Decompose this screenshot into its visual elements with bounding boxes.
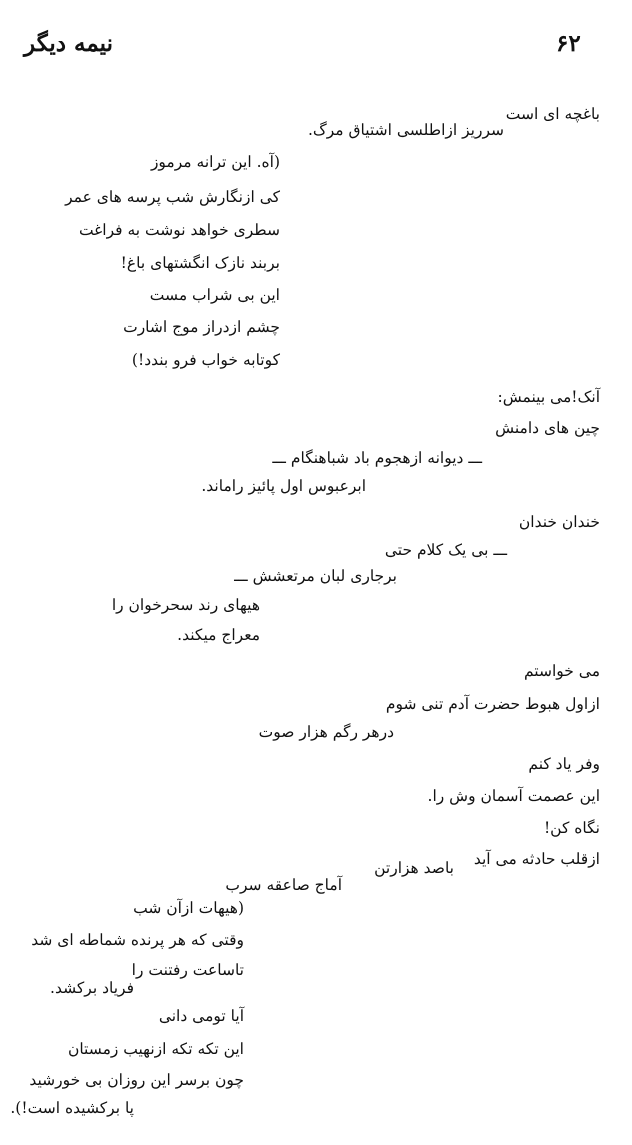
poem-line: برجاری لبان مرتعشش ـــ — [234, 567, 397, 585]
page-number: ۶۲ — [556, 30, 581, 57]
poem-line: سرریز ازاطلسی اشتیاق مرگ. — [307, 121, 504, 139]
poem-line: باغچه ای است — [505, 105, 600, 123]
poem-line: چشم ازدراز موج اشارت — [123, 318, 280, 336]
poem-line: بربند نازک انگشتهای باغ! — [120, 254, 280, 272]
poem-line: ـــ دیوانه ازهجوم باد شباهنگام ـــ — [272, 449, 482, 467]
poem-line: می خواستم — [523, 662, 600, 680]
poem-line: ازاول هبوط حضرت آدم تنی شوم — [385, 695, 600, 713]
poem-line: این بی شراب مست — [149, 286, 280, 304]
poem-line: ابرعبوس اول پائیز راماند. — [201, 477, 366, 495]
poem-line: درهر رگم هزار صوت — [258, 723, 394, 741]
poem-line: این تکه تکه ازنهیب زمستان — [67, 1040, 244, 1058]
poem-line: تاساعت رفتنت را — [131, 961, 244, 979]
poem-line: کوتابه خواب فرو بندد!) — [131, 351, 280, 369]
poem-line: باصد هزارتن — [374, 859, 454, 877]
poem-line: آماج صاعقه سرب — [225, 876, 342, 894]
poem-line: آیا تومی دانی — [158, 1007, 244, 1025]
page-title: نیمه دیگر — [24, 30, 114, 57]
poem-line: هیهای رند سحرخوان را — [111, 596, 260, 614]
poem-line: نگاه کن! — [543, 819, 600, 837]
poem-line: (آه. این ترانه مرموز — [150, 153, 280, 171]
poem-line: این عصمت آسمان وش را. — [427, 787, 600, 805]
poem-line: معراج میکند. — [177, 626, 260, 644]
poem-line: فریاد برکشد. — [50, 979, 134, 997]
poem-line: سطری خواهد نوشت به فراغت — [78, 221, 280, 239]
poem-line: آنک!می بینمش: — [497, 388, 600, 406]
poem-line: ـــ بی یک کلام حتی — [384, 541, 507, 559]
poem-line: چین های دامنش — [495, 419, 600, 437]
poem-line: چون برسر این روزان بی خورشید — [29, 1071, 244, 1089]
poem-line: وقتی که هر پرنده شماطه ای شد — [31, 931, 244, 949]
poem-line: پا برکشیده است!). — [10, 1099, 134, 1117]
poem-line: ازقلب حادثه می آید — [473, 850, 600, 868]
poem-line: خندان خندان — [518, 513, 600, 531]
poem-line: کی ازنگارش شب پرسه های عمر — [65, 188, 280, 206]
poem-line: (هیهات ازآن شب — [133, 899, 244, 917]
poem-line: وفر یاد کنم — [528, 755, 600, 773]
